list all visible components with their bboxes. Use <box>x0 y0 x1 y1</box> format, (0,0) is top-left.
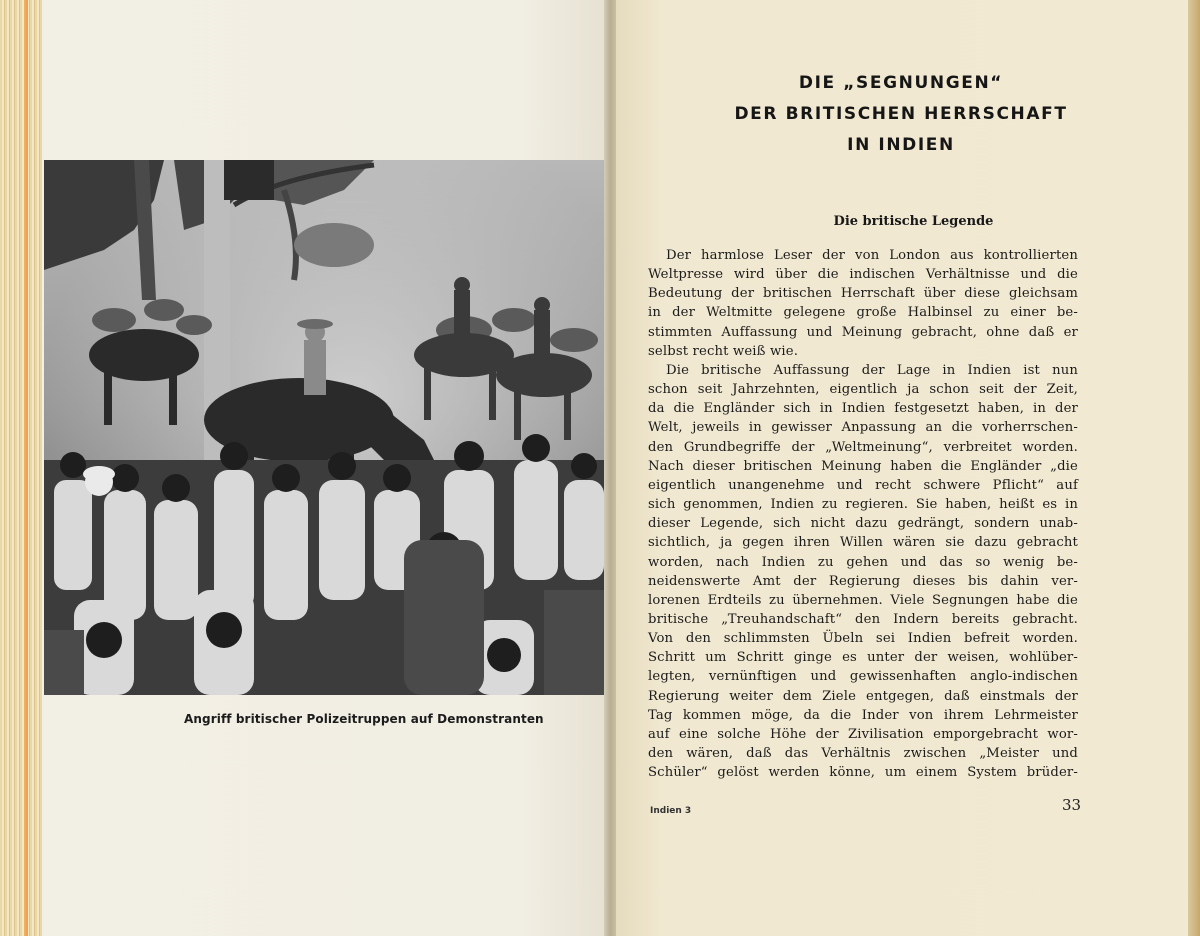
text-line: auf eine solche Höhe der Zivilisation emporgebracht wor- <box>648 726 1078 742</box>
text-line: Weltpresse wird über die indischen Verhältnisse und die <box>648 267 1078 283</box>
text-line: Schüler“ gelöst werden könne, um einem System brüder- <box>648 765 1078 781</box>
text-line: den Grundbegriffe der „Weltmeinung“, verbreitet worden. <box>648 439 1078 455</box>
chapter-title-line-1: DIE „SEGNUNGEN“ <box>798 73 1004 93</box>
paragraph-2 <box>648 361 1078 782</box>
right-page-edge <box>1188 0 1200 936</box>
text-line: Schritt um Schritt ginge es unter der weisen, wohlüber- <box>648 650 1078 666</box>
chapter-title <box>646 68 1156 161</box>
text-line: Bedeutung der britischen Herrschaft über diese gleichsam <box>648 286 1078 302</box>
text-line: sichtlich, ja gegen ihren Willen wären sie dazu gebracht <box>648 535 1078 551</box>
page-edges <box>0 0 42 936</box>
paragraph-1 <box>648 246 1078 361</box>
body-text <box>648 246 1078 782</box>
text-line: lorenen Erdteils zu übernehmen. Viele Segnungen habe die <box>648 592 1078 608</box>
text-line: Nach dieser britischen Meinung haben die Engländer „die <box>648 458 1078 474</box>
text-line: Von den schlimmsten Übeln sei Indien befreit worden. <box>648 631 1078 647</box>
text-line: Die britische Auffassung der Lage in Indien ist nun <box>666 362 1078 378</box>
photo-caption: Angriff britischer Polizeitruppen auf Demonstranten <box>184 712 544 726</box>
text-line: schon seit Jahrzehnten, eigentlich ja schon seit der Zeit, <box>648 382 1078 398</box>
text-line: in der Weltmitte gelegene große Halbinsel zu einer be- <box>648 305 1078 321</box>
text-line: stimmten Auffassung und Meinung gebracht, ohne daß er <box>648 324 1078 340</box>
text-line: selbst recht weiß wie. <box>648 343 799 359</box>
historical-photo <box>44 160 607 695</box>
text-line: Regierung weiter dem Ziele entgegen, daß einstmals der <box>648 688 1078 704</box>
text-line: neidenswerte Amt der Regierung dieses bis dahin ver- <box>648 573 1078 589</box>
photo-illustration <box>44 160 607 695</box>
text-line: eigentlich unangenehme und recht schwere Pflicht“ auf <box>648 477 1078 493</box>
chapter-title-line-3: IN INDIEN <box>847 135 955 155</box>
text-line: Tag kommen möge, da die Inder von ihrem Lehrmeister <box>648 707 1078 723</box>
page-number: 33 <box>1062 796 1082 814</box>
text-line: Der harmlose Leser der von London aus kontrollierten <box>666 248 1078 263</box>
text-line: worden, nach Indien zu gehen und das so wenig be- <box>648 554 1078 570</box>
section-heading: Die britische Legende <box>833 214 994 229</box>
text-line: den wären, daß das Verhältnis zwischen „Meister und <box>648 746 1078 762</box>
text-line: legten, vernünftigen und gewissenhaften anglo-indischen <box>648 669 1078 685</box>
text-line: dieser Legende, sich nicht dazu gedrängt, sondern unab- <box>648 516 1078 532</box>
text-line: da die Engländer sich in Indien festgesetzt haben, in der <box>648 401 1078 417</box>
text-line: britische „Treuhandschaft“ den Indern bereits gebracht. <box>648 611 1078 627</box>
footer-signature: Indien 3 <box>650 806 692 816</box>
text-line: sich genommen, Indien zu regieren. Sie haben, heißt es in <box>648 497 1078 513</box>
text-line: Welt, jeweils in gewisser Anpassung an die vorherrschen- <box>648 420 1078 436</box>
chapter-title-line-2: DER BRITISCHEN HERRSCHAFT <box>734 104 1068 124</box>
